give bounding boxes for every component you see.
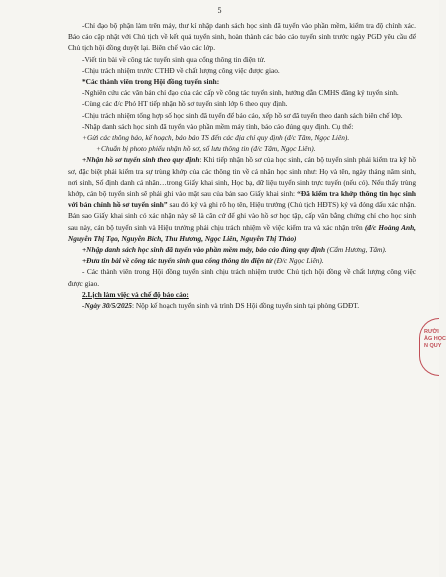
paragraph-prepare-photo: +Chuẩn bị photo phiếu nhận hồ sơ, sổ lưu thông tin (đ/c Tâm, Ngọc Liên). [96, 144, 316, 154]
paragraph-receive-records [68, 154, 416, 244]
paragraph-post-news [68, 255, 416, 266]
stamp-line-2: ÀG HỌC [424, 336, 446, 342]
responsible-staff-names: (đ/c Hoàng Anh, Nguyễn Thị Tạo, Nguyễn Bích, Thu Hương, Ngọc Liên, Nguyễn Thị Thảo) [68, 222, 417, 243]
post-news-heading: +Đưa tin bài về công tác tuyển sinh qua cổng thông tin điện tử [82, 256, 273, 266]
enter-software-names: (Cẩm Hương, Tâm). [325, 245, 387, 255]
receive-records-text: : Khi tiếp nhận hồ sơ của học sinh, cán bộ tuyển sinh phải kiểm tra kỹ hồ sơ, đặc biệt phải kiểm tra sự trùng khớp của các thông tin về cá nhân học sinh như: Họ và tên, ngày tháng năm sinh, nơi sinh, Số định danh cá nhân…trong Giấy khai sinh, Học bạ, dữ liệu tuyển sinh trực tuyến (nếu có). Nếu thấy trùng khớp, cán bộ tuyển sinh sẽ phải ghi vào mặt sau của bản sao Giấy khai sinh: [68, 155, 416, 199]
enter-software-heading: +Nhập danh sách học sinh đã tuyển vào phần mềm máy, báo cáo đúng quy định [82, 245, 326, 255]
paragraph-members-responsibility: - Các thành viên trong Hội đồng tuyển sinh chịu trách nhiệm trước Chủ tịch hội đồng về chất lượng công việc được giao. [68, 267, 416, 288]
paragraph-responsibility: -Chịu trách nhiệm trước CTHĐ về chất lượng công việc được giao. [82, 65, 280, 75]
paragraph-send-notices: +Gửi các thông báo, kế hoạch, báo báo TS đến các địa chỉ quy định (đ/c Tâm, Ngọc Liên). [82, 133, 350, 143]
paragraph-compile-students: -Chịu trách nhiệm tổng hợp số học sinh đã tuyển để báo cáo, xếp hồ sơ đã tuyển theo danh sách biên chế lớp. [82, 110, 403, 120]
page-number: 5 [217, 6, 222, 15]
schedule-date: -Ngày 30/5/2025 [82, 301, 132, 311]
paragraph-schedule-date [68, 300, 416, 311]
paragraph-enter-list: -Nhập danh sách học sinh đã tuyển vào phần mềm máy tính, báo cáo đúng quy định. Cụ thể: [82, 121, 354, 131]
receive-records-tail: sau đó ký và ghi rõ họ tên, Hiệu trưởng (Chủ tịch HĐTS) ký và đóng dấu xác nhận. Bản sao Giấy khai sinh có xác nhận này sẽ là căn cứ để ghi vào hồ sơ học tập, cấp văn bằng chứng chỉ cho học sinh sau này, cán bộ tuyển sinh và Hiệu trưởng phải chịu trách nhiệm về việc kiểm tra và xác nhận trên [68, 200, 416, 232]
paragraph-research-documents: -Nghiên cứu các văn bản chỉ đạo của các cấp về công tác tuyển sinh, hướng dẫn CMHS đăng ký tuyển sinh. [82, 88, 399, 98]
section-heading-members: *Các thành viên trong Hội đồng tuyển sinh: [82, 77, 220, 87]
document-body [68, 20, 416, 311]
paragraph-write-news: -Viết tin bài về công tác tuyển sinh qua cổng thông tin điện tử. [82, 54, 266, 64]
schedule-text: : Nộp kế hoạch tuyển sinh và trình DS Hội đồng tuyển sinh tại phòng GDĐT. [131, 301, 360, 311]
paragraph-receive-applications: -Cùng các đ/c Phó HT tiếp nhận hồ sơ tuyển sinh lớp 6 theo quy định. [82, 99, 288, 109]
verification-quote: “Đã kiểm tra khớp thông tin học sinh với bản chính hồ sơ tuyển sinh” [68, 189, 416, 210]
paragraph-enter-software [68, 244, 416, 255]
red-stamp-seal [419, 318, 446, 376]
stamp-line-3: N QUY [424, 343, 442, 349]
post-news-names: (Đ/c Ngọc Liên). [272, 256, 324, 266]
stamp-line-1: RƯỜI [424, 329, 439, 335]
paragraph-direct-data-entry: -Chỉ đạo bộ phận làm trên máy, thư kí nhập danh sách học sinh đã tuyển vào phần mềm, kiểm tra độ chính xác. Báo cáo cập nhật với Chủ tịch về kết quả tuyển sinh, hoàn thành các báo cáo tuyển sinh trước ngày PGD yêu cầu để Chủ tịch hội đồng duyệt lại. Biên chế vào các lớp. [68, 21, 416, 53]
section-heading-schedule: 2.Lịch làm việc và chế độ báo cáo: [82, 289, 189, 299]
receive-records-heading: +Nhận hồ sơ tuyển sinh theo quy định [82, 155, 200, 165]
